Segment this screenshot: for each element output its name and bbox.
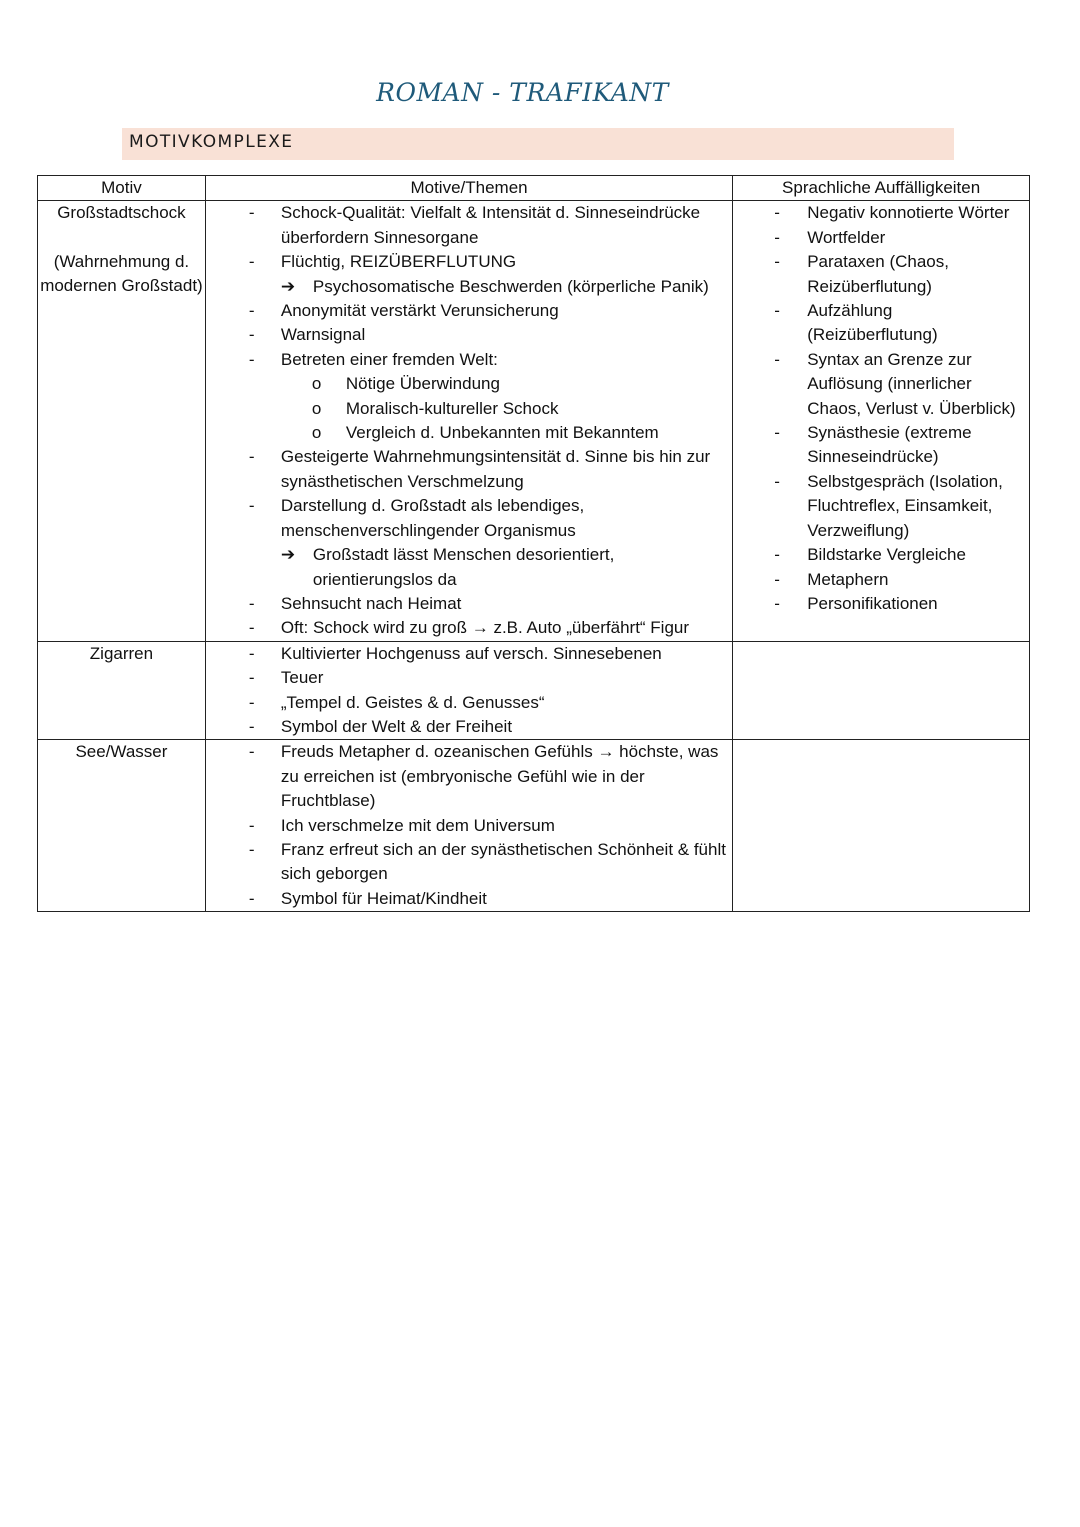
motiv-name: Zigarren	[89, 643, 154, 663]
sprache-cell	[733, 201, 1030, 641]
themen-cell	[205, 641, 732, 740]
sprache-item: - Bildstarke Vergleiche	[733, 543, 1023, 567]
themen-item: - Gesteigerte Wahrnehmungsintensität d. Sinne bis hin zur synästhetischen Verschmelzung	[206, 445, 726, 494]
themen-item: - Freuds Metapher d. ozeanischen Gefühls → höchste, was zu erreichen ist (embryonische Gefühl wie in der Fruchtblase)	[206, 740, 726, 813]
sprache-item: - Synästhesie (extreme Sinneseindrücke)	[733, 421, 1023, 470]
sprache-item: - Negativ konnotierte Wörter	[733, 201, 1023, 225]
themen-cell	[205, 740, 732, 912]
motiv-note: (Wahrnehmung d. modernen Großstadt)	[40, 251, 203, 296]
header-motiv: Motiv	[38, 176, 206, 201]
themen-item: - Anonymität verstärkt Verunsicherung	[206, 299, 726, 323]
themen-item: - Ich verschmelze mit dem Universum	[206, 814, 726, 838]
themen-list	[206, 642, 732, 740]
motiv-name: Großstadtschock	[57, 203, 186, 223]
motiv-cell	[38, 740, 206, 912]
header-sprache: Sprachliche Auffälligkeiten	[733, 176, 1030, 201]
themen-item: ➔ Psychosomatische Beschwerden (körperliche Panik)	[206, 275, 726, 299]
themen-list	[206, 201, 732, 640]
sprache-item: - Wortfelder	[733, 226, 1023, 250]
themen-item: - Schock-Qualität: Vielfalt & Intensität d. Sinneseindrücke überfordern Sinnesorgane	[206, 201, 726, 250]
themen-item: - Warnsignal	[206, 323, 726, 347]
motiv-table	[37, 175, 1030, 912]
section-heading: MOTIVKOMPLEXE	[129, 132, 294, 152]
page-title: ROMAN - TRAFIKANT	[376, 78, 669, 107]
sprache-list	[733, 201, 1029, 616]
themen-item: - Sehnsucht nach Heimat	[206, 592, 726, 616]
themen-item: - Oft: Schock wird zu groß → z.B. Auto „überfährt“ Figur	[206, 616, 726, 640]
themen-item: ➔ Großstadt lässt Menschen desorientiert, orientierungslos da	[206, 543, 726, 592]
themen-item: - Franz erfreut sich an der synästhetischen Schönheit & fühlt sich geborgen	[206, 838, 726, 887]
sprache-item: - Parataxen (Chaos, Reizüberflutung)	[733, 250, 1023, 299]
sprache-item: - Aufzählung (Reizüberflutung)	[733, 299, 1023, 348]
motiv-cell	[38, 641, 206, 740]
themen-item: - Symbol der Welt & der Freiheit	[206, 715, 726, 739]
themen-item: o Vergleich d. Unbekannten mit Bekanntem	[206, 421, 726, 445]
motiv-cell	[38, 201, 206, 641]
table-row	[38, 201, 1030, 641]
themen-item: - Betreten einer fremden Welt:	[206, 348, 726, 372]
table-row	[38, 641, 1030, 740]
sprache-item: - Selbstgespräch (Isolation, Fluchtreflex, Einsamkeit, Verzweiflung)	[733, 470, 1023, 543]
themen-item: - Kultivierter Hochgenuss auf versch. Sinnesebenen	[206, 642, 726, 666]
table-row	[38, 740, 1030, 912]
themen-item: - Flüchtig, REIZÜBERFLUTUNG	[206, 250, 726, 274]
themen-list	[206, 740, 732, 911]
sprache-cell	[733, 641, 1030, 740]
sprache-item: - Syntax an Grenze zur Auflösung (innerlicher Chaos, Verlust v. Überblick)	[733, 348, 1023, 421]
motiv-name: See/Wasser	[75, 742, 168, 762]
section-banner	[122, 128, 954, 160]
sprache-cell	[733, 740, 1030, 912]
themen-item: - Darstellung d. Großstadt als lebendiges, menschenverschlingender Organismus	[206, 494, 726, 543]
themen-item: - Symbol für Heimat/Kindheit	[206, 887, 726, 911]
sprache-item: - Personifikationen	[733, 592, 1023, 616]
themen-cell	[205, 201, 732, 641]
themen-item: - Teuer	[206, 666, 726, 690]
table-body	[38, 201, 1030, 912]
themen-item: o Nötige Überwindung	[206, 372, 726, 396]
themen-item: - „Tempel d. Geistes & d. Genusses“	[206, 691, 726, 715]
table-header-row	[38, 176, 1030, 201]
themen-item: o Moralisch-kultureller Schock	[206, 397, 726, 421]
sprache-item: - Metaphern	[733, 568, 1023, 592]
header-themen: Motive/Themen	[205, 176, 732, 201]
